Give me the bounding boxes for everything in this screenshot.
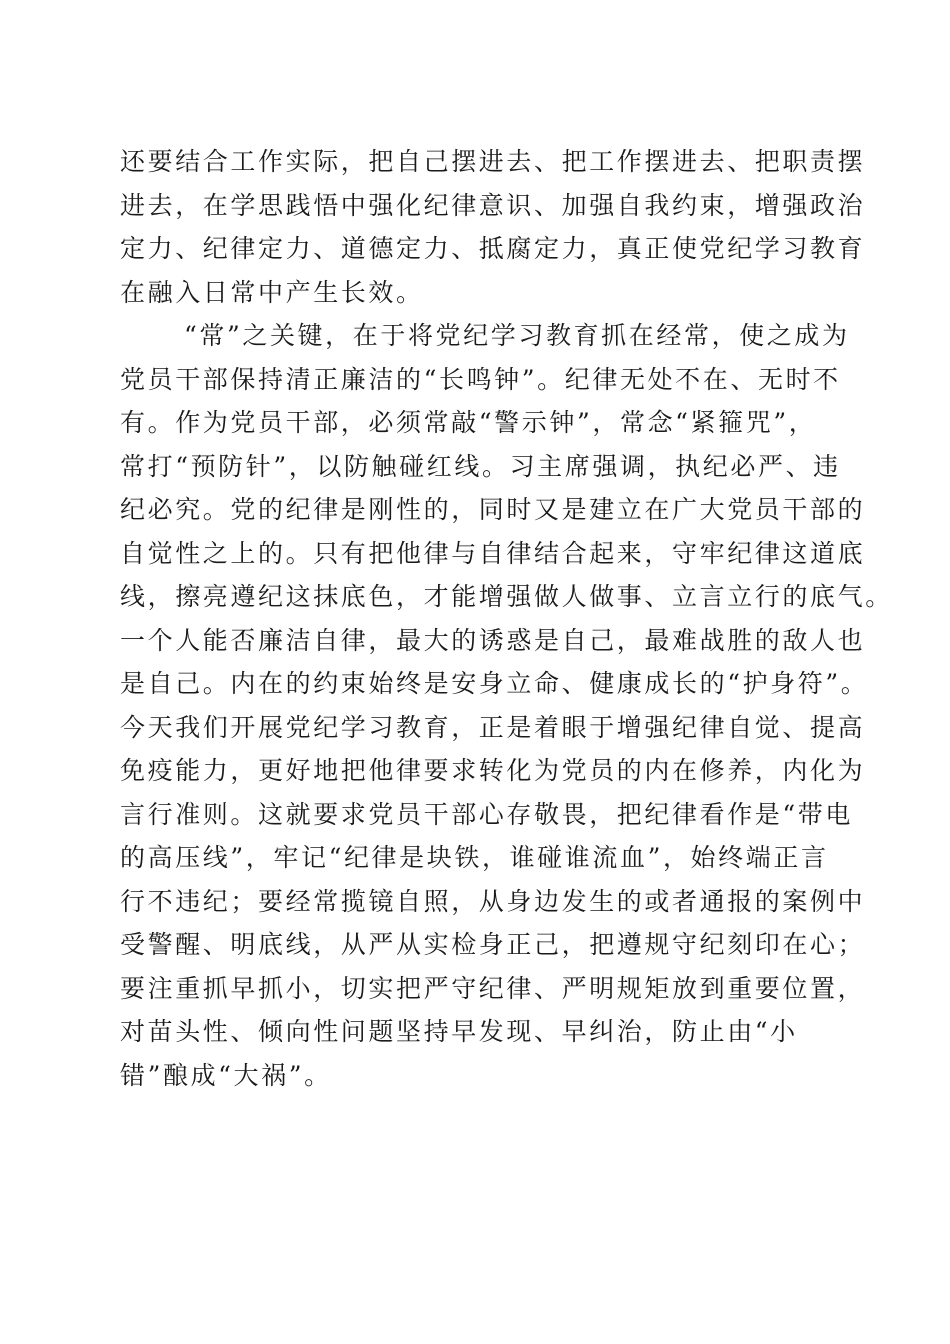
text-line: 受警醒、明底线，从严从实检身正己，把遵规守纪刻印在心； xyxy=(120,930,866,959)
text-line: 定力、纪律定力、道德定力、抵腐定力，真正使党纪学习教育 xyxy=(120,234,866,263)
body-text xyxy=(120,140,893,1097)
text-line: 常打“预防针”，以防触碰红线。习主席强调，执纪必严、违 xyxy=(120,451,841,481)
text-line: 今天我们开展党纪学习教育，正是着眼于增强纪律自觉、提高 xyxy=(120,712,866,742)
text-line: 错”酿成“大祸”。 xyxy=(120,1060,332,1090)
text-line: 对苗头性、倾向性问题坚持早发现、早纠治，防止由“小 xyxy=(120,1017,798,1046)
text-line: 要注重抓早抓小，切实把严守纪律、严明规矩放到重要位置， xyxy=(120,973,866,1003)
text-line: 是自己。内在的约束始终是安身立命、健康成长的“护身符”。 xyxy=(120,669,869,698)
text-line: 党员干部保持清正廉洁的“长鸣钟”。纪律无处不在、无时不 xyxy=(120,364,841,394)
text-line: 自觉性之上的。只有把他律与自律结合起来，守牢纪律这道底 xyxy=(120,538,866,568)
text-line: 在融入日常中产生长效。 xyxy=(120,277,424,307)
text-line: 线，擦亮遵纪这抹底色，才能增强做人做事、立言立行的底气。 xyxy=(120,582,893,611)
text-line: 纪必究。党的纪律是刚性的，同时又是建立在广大党员干部的 xyxy=(120,495,866,524)
text-line: 进去，在学思践悟中强化纪律意识、加强自我约束，增强政治 xyxy=(120,190,866,220)
text-line: 行不违纪；要经常揽镜自照，从身边发生的或者通报的案例中 xyxy=(120,886,866,916)
text-line: 言行准则。这就要求党员干部心存敬畏，把纪律看作是“带电 xyxy=(120,799,853,829)
text-line: 的高压线”，牢记“纪律是块铁，谁碰谁流血”，始终端正言 xyxy=(120,843,829,872)
text-line: 免疫能力，更好地把他律要求转化为党员的内在修养，内化为 xyxy=(120,756,866,785)
text-line: 有。作为党员干部，必须常敲“警示钟”，常念“紧箍咒”， xyxy=(120,408,817,437)
text-line: 还要结合工作实际，把自己摆进去、把工作摆进去、把职责摆 xyxy=(120,147,866,176)
paragraph-start-line: “常”之关键，在于将党纪学习教育抓在经常，使之成为 xyxy=(184,321,850,350)
text-line: 一个人能否廉洁自律，最大的诱惑是自己，最难战胜的敌人也 xyxy=(120,625,866,655)
